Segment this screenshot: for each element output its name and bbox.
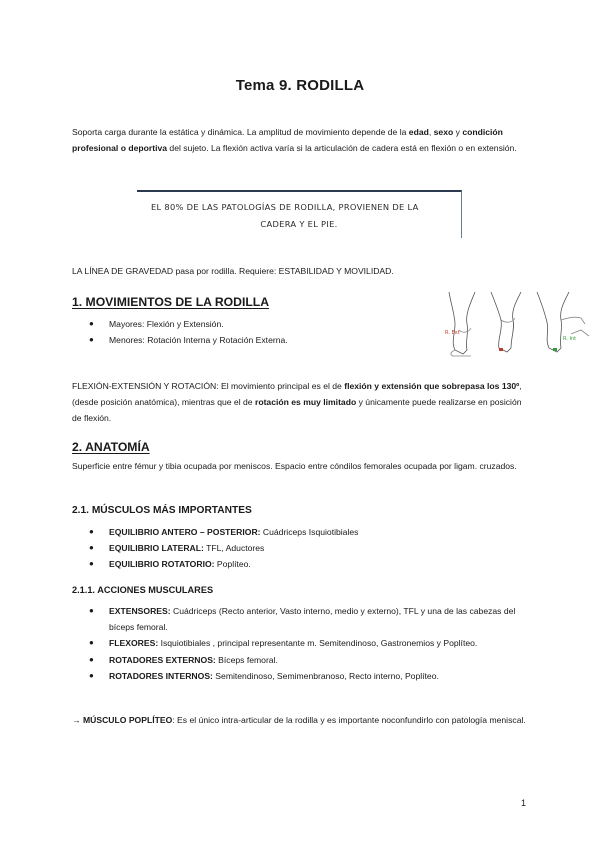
list-item [89,332,419,348]
section-1-heading: 1. MOVIMIENTOS DE LA RODILLA [72,295,270,309]
list-item-text: Cuádriceps (Recto anterior, Vasto interno, medio y externo), TFL y una de las cabezas del bíceps femoral. [109,606,516,633]
label-r-int: R. Int [563,336,577,342]
bullet-icon: ● [89,319,94,328]
intro-bold-sexo: sexo [433,127,454,137]
flexion-extension-paragraph [72,378,532,426]
bullet-icon: ● [89,654,94,664]
bullet-icon: ● [89,606,94,615]
list-item [89,668,529,684]
bullet-icon: ● [89,335,94,345]
list-item-text: Mayores: Flexión y Extensión. [109,319,224,329]
flexion-text: y únicamente puede realizarse en posición de flexión. [72,397,522,423]
list-item-text: Poplíteo. [214,559,251,570]
intro-text: , [428,127,434,137]
quote-line-1: EL 80% DE LAS PATOLOGÍAS DE RODILLA, PROVIENEN DE LA [151,202,419,212]
rotation-marker-red [499,348,503,351]
list-item-label: FLEXORES: [109,638,159,649]
highlight-quote-box [137,190,462,238]
anatomia-text: Superficie entre fémur y tibia ocupada por meniscos. Espacio entre cóndilos femorales ocupada por ligam. cruzados. [72,461,517,471]
musculos-list [89,524,509,573]
intro-bold-edad: edad [408,127,429,137]
list-item [89,603,529,635]
list-item [89,635,529,651]
list-item-label: ROTADORES EXTERNOS: [109,654,216,665]
flexion-text: , (desde posición anatómica), mientras que el de [72,381,522,407]
figure-background [441,290,591,360]
list-item [89,540,509,556]
list-item-text: Bíceps femoral. [215,654,278,665]
list-item [89,652,529,668]
list-item-text: Semitendinoso, Semimenbranoso, Recto interno, Poplíteo. [212,670,439,681]
list-item-label: EQUILIBRIO LATERAL: [109,543,204,554]
page-title: Tema 9. RODILLA [235,77,365,94]
acciones-musculares-list [89,603,529,684]
intro-text: del sujeto. La flexión activa varía si la articulación de cadera está en flexión o en extensión. [167,143,517,153]
intro-text: Soporta carga durante la estática y dinámica. La amplitud de movimiento depende de la [72,127,409,137]
intro-text: y [453,127,463,137]
intro-paragraph [72,124,532,156]
list-item-label: EQUILIBRIO ROTATORIO: [109,559,215,570]
rotation-marker-green [553,348,557,351]
bullet-icon: ● [89,638,94,648]
bullet-icon: ● [89,543,94,553]
section-2-heading: 2. ANATOMÍA [72,440,150,454]
list-item-text: Menores: Rotación Interna y Rotación Externa. [109,335,288,346]
list-item-text: TFL, Aductores [203,543,265,554]
list-item-text: Cuádriceps Isquiotibiales [260,527,359,537]
popliteo-label: MÚSCULO POPLÍTEO [82,715,173,725]
list-item [89,556,509,572]
movimientos-list [89,316,419,348]
list-item [89,316,419,332]
flexion-bold: flexión y extensión que sobrepasa los 130º [344,381,520,391]
bullet-icon: ● [89,559,94,569]
arrow-icon: → [72,715,83,725]
list-item-label: ROTADORES INTERNOS: [109,670,213,681]
bullet-icon: ● [89,527,94,536]
list-item-label: EQUILIBRIO ANTERO – POSTERIOR: [109,527,261,537]
page-number: 1 [521,798,527,808]
bullet-icon: ● [89,670,94,680]
popliteo-text: : Es el único intra-articular de la rodilla y es importante noconfundirlo con patología meniscal. [172,715,526,725]
linea-gravedad-text: LA LÍNEA DE GRAVEDAD pasa por rodilla. Requiere: ESTABILIDAD Y MOVILIDAD. [72,266,394,276]
quote-line-2: CADERA Y EL PIE. [260,219,338,229]
list-item [89,524,509,540]
list-item-text: Isquiotibiales , principal representante m. Semitendinoso, Gastronemios y Poplíteo. [158,638,478,649]
section-2-1-1-heading: 2.1.1. ACCIONES MUSCULARES [72,585,214,595]
knee-rotation-illustration [441,290,591,360]
label-r-ext: R. Ext [445,330,460,336]
rotacion-bold: rotación es muy limitado [254,397,357,407]
intro-bold-condicion: condición profesional o deportiva [72,127,503,153]
list-item-label: EXTENSORES: [109,606,171,616]
section-2-1-heading: 2.1. MÚSCULOS MÁS IMPORTANTES [72,505,252,516]
musculo-popliteo-paragraph [72,712,532,728]
flexion-text: FLEXIÓN-EXTENSIÓN Y ROTACIÓN: El movimiento principal es el de [72,381,345,391]
